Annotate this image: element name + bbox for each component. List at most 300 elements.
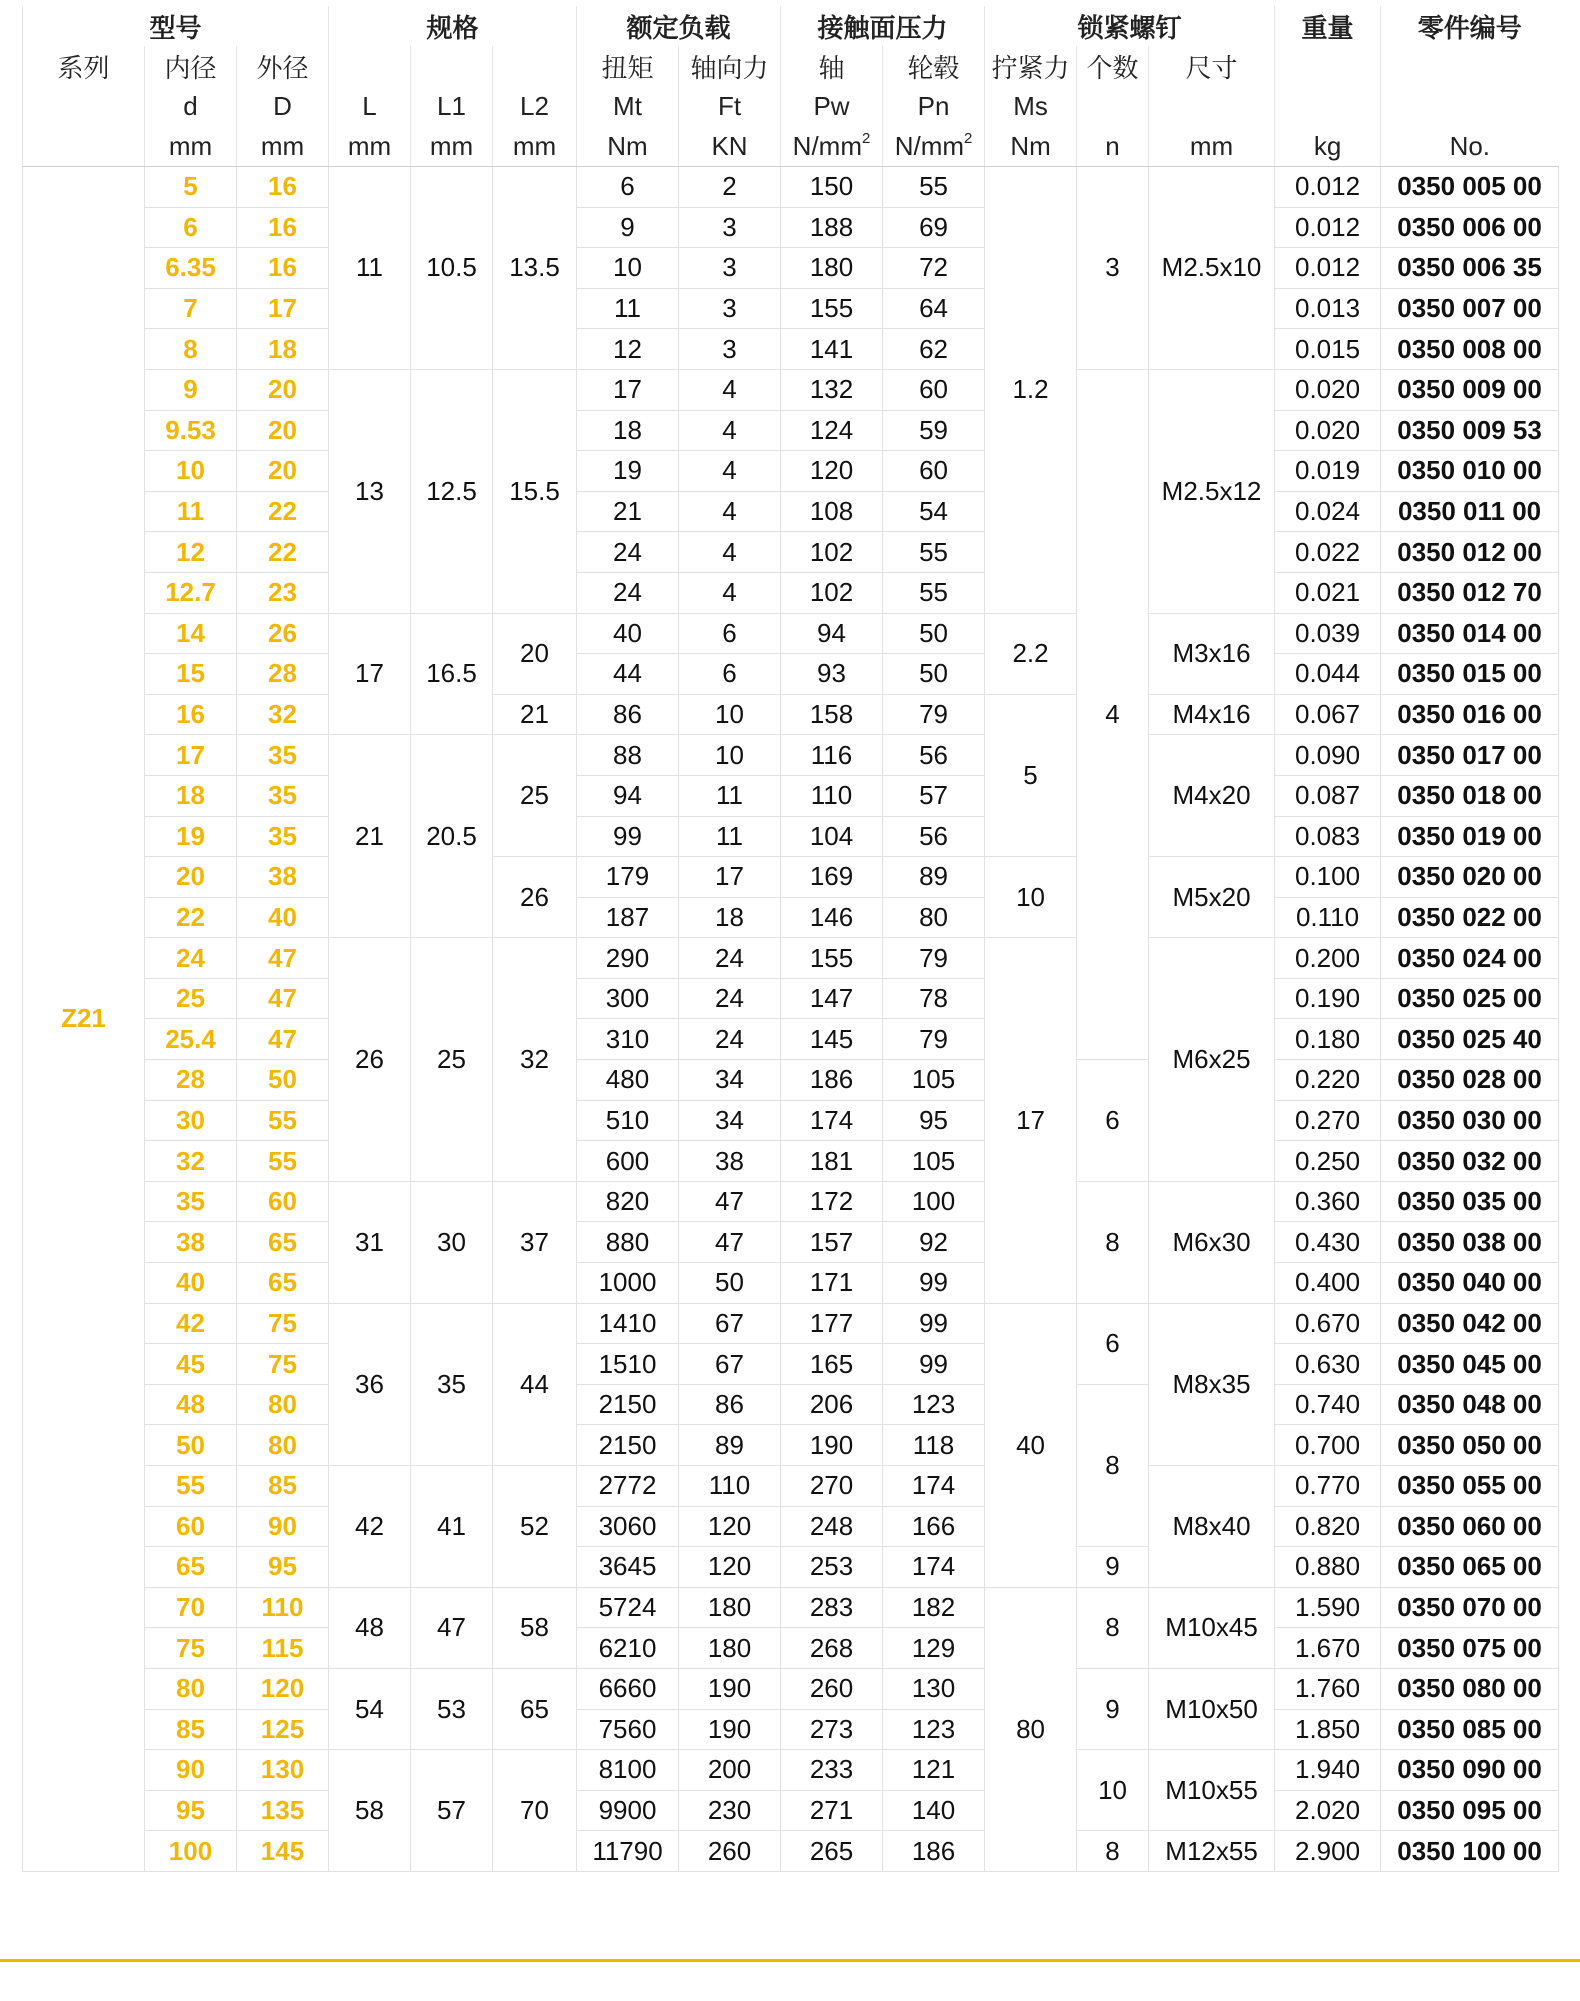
shaft-pressure-cell: 181 xyxy=(781,1141,883,1182)
torque-cell: 9 xyxy=(577,207,679,248)
weight-cell: 0.012 xyxy=(1275,248,1381,289)
axial-force-cell: 18 xyxy=(679,897,781,938)
inner-diameter-cell: 100 xyxy=(145,1831,237,1872)
outer-diameter-cell: 38 xyxy=(237,857,329,898)
part-number-cell: 0350 055 00 xyxy=(1381,1466,1559,1507)
group-screw: 锁紧螺钉 xyxy=(985,6,1275,46)
weight-cell: 0.190 xyxy=(1275,978,1381,1019)
shaft-pressure-cell: 102 xyxy=(781,532,883,573)
axial-force-cell: 4 xyxy=(679,369,781,410)
hub-pressure-cell: 50 xyxy=(883,654,985,695)
hub-pressure-cell: 95 xyxy=(883,1100,985,1141)
part-number-cell: 0350 012 70 xyxy=(1381,572,1559,613)
inner-diameter-cell: 9.53 xyxy=(145,410,237,451)
label-count: 个数 xyxy=(1077,46,1149,86)
shaft-pressure-cell: 146 xyxy=(781,897,883,938)
hub-pressure-cell: 56 xyxy=(883,735,985,776)
table-row xyxy=(23,978,1559,1019)
outer-diameter-cell: 17 xyxy=(237,288,329,329)
hub-pressure-cell: 123 xyxy=(883,1709,985,1750)
inner-diameter-cell: 45 xyxy=(145,1344,237,1385)
weight-cell: 0.100 xyxy=(1275,857,1381,898)
outer-diameter-cell: 22 xyxy=(237,532,329,573)
weight-cell: 0.430 xyxy=(1275,1222,1381,1263)
part-number-cell: 0350 048 00 xyxy=(1381,1384,1559,1425)
length-L2-cell: 26 xyxy=(493,857,577,938)
hub-pressure-cell: 166 xyxy=(883,1506,985,1547)
inner-diameter-cell: 18 xyxy=(145,775,237,816)
outer-diameter-cell: 60 xyxy=(237,1181,329,1222)
weight-cell: 1.670 xyxy=(1275,1628,1381,1669)
axial-force-cell: 67 xyxy=(679,1344,781,1385)
group-pressure: 接触面压力 xyxy=(781,6,985,46)
hub-pressure-cell: 130 xyxy=(883,1668,985,1709)
table-row xyxy=(23,451,1559,492)
part-number-cell: 0350 085 00 xyxy=(1381,1709,1559,1750)
weight-cell: 0.020 xyxy=(1275,410,1381,451)
torque-cell: 12 xyxy=(577,329,679,370)
length-L2-cell: 20 xyxy=(493,613,577,694)
axial-force-cell: 3 xyxy=(679,207,781,248)
screw-count-cell: 3 xyxy=(1077,167,1149,370)
part-number-cell: 0350 010 00 xyxy=(1381,451,1559,492)
axial-force-cell: 34 xyxy=(679,1060,781,1101)
axial-force-cell: 6 xyxy=(679,654,781,695)
length-L-cell: 11 xyxy=(329,167,411,370)
torque-cell: 1410 xyxy=(577,1303,679,1344)
outer-diameter-cell: 47 xyxy=(237,978,329,1019)
inner-diameter-cell: 75 xyxy=(145,1628,237,1669)
tightening-torque-cell: 10 xyxy=(985,857,1077,938)
symbol-Ft: Ft xyxy=(679,86,781,126)
torque-cell: 880 xyxy=(577,1222,679,1263)
inner-diameter-cell: 32 xyxy=(145,1141,237,1182)
shaft-pressure-cell: 93 xyxy=(781,654,883,695)
hub-pressure-cell: 69 xyxy=(883,207,985,248)
shaft-pressure-cell: 270 xyxy=(781,1466,883,1507)
length-L1-cell: 57 xyxy=(411,1750,493,1872)
weight-cell: 1.590 xyxy=(1275,1587,1381,1628)
hub-pressure-cell: 59 xyxy=(883,410,985,451)
part-number-cell: 0350 060 00 xyxy=(1381,1506,1559,1547)
hub-pressure-cell: 105 xyxy=(883,1141,985,1182)
axial-force-cell: 38 xyxy=(679,1141,781,1182)
axial-force-cell: 4 xyxy=(679,572,781,613)
part-number-cell: 0350 025 40 xyxy=(1381,1019,1559,1060)
table-row xyxy=(23,613,1559,654)
shaft-pressure-cell: 260 xyxy=(781,1668,883,1709)
part-number-cell: 0350 030 00 xyxy=(1381,1100,1559,1141)
length-L-cell: 58 xyxy=(329,1750,411,1872)
shaft-pressure-cell: 110 xyxy=(781,775,883,816)
part-number-cell: 0350 035 00 xyxy=(1381,1181,1559,1222)
screw-count-cell: 8 xyxy=(1077,1587,1149,1668)
outer-diameter-cell: 35 xyxy=(237,775,329,816)
part-number-cell: 0350 032 00 xyxy=(1381,1141,1559,1182)
unit-Mt: Nm xyxy=(577,126,679,167)
shaft-pressure-cell: 188 xyxy=(781,207,883,248)
table-row xyxy=(23,816,1559,857)
outer-diameter-cell: 28 xyxy=(237,654,329,695)
torque-cell: 19 xyxy=(577,451,679,492)
outer-diameter-cell: 35 xyxy=(237,816,329,857)
unit-L1: mm xyxy=(411,126,493,167)
part-number-cell: 0350 090 00 xyxy=(1381,1750,1559,1791)
weight-cell: 0.110 xyxy=(1275,897,1381,938)
table-row xyxy=(23,1384,1559,1425)
weight-cell: 0.019 xyxy=(1275,451,1381,492)
torque-cell: 2150 xyxy=(577,1425,679,1466)
outer-diameter-cell: 80 xyxy=(237,1384,329,1425)
screw-count-cell: 9 xyxy=(1077,1668,1149,1749)
torque-cell: 24 xyxy=(577,532,679,573)
torque-cell: 6 xyxy=(577,167,679,208)
inner-diameter-cell: 95 xyxy=(145,1790,237,1831)
torque-cell: 6210 xyxy=(577,1628,679,1669)
table-row xyxy=(23,735,1559,776)
torque-cell: 44 xyxy=(577,654,679,695)
inner-diameter-cell: 90 xyxy=(145,1750,237,1791)
unit-Pn xyxy=(883,126,985,167)
length-L2-cell: 15.5 xyxy=(493,369,577,613)
shaft-pressure-cell: 268 xyxy=(781,1628,883,1669)
label-hub: 轮毂 xyxy=(883,46,985,86)
table-row xyxy=(23,1466,1559,1507)
inner-diameter-cell: 15 xyxy=(145,654,237,695)
weight-cell: 0.012 xyxy=(1275,167,1381,208)
part-number-cell: 0350 007 00 xyxy=(1381,288,1559,329)
weight-cell: 0.022 xyxy=(1275,532,1381,573)
weight-cell: 1.760 xyxy=(1275,1668,1381,1709)
table-row xyxy=(23,775,1559,816)
screw-count-cell: 8 xyxy=(1077,1181,1149,1303)
weight-cell: 0.270 xyxy=(1275,1100,1381,1141)
label-series: 系列 xyxy=(23,46,145,86)
weight-cell: 0.013 xyxy=(1275,288,1381,329)
outer-diameter-cell: 125 xyxy=(237,1709,329,1750)
axial-force-cell: 17 xyxy=(679,857,781,898)
outer-diameter-cell: 40 xyxy=(237,897,329,938)
hub-pressure-cell: 118 xyxy=(883,1425,985,1466)
inner-diameter-cell: 48 xyxy=(145,1384,237,1425)
length-L-cell: 48 xyxy=(329,1587,411,1668)
part-number-cell: 0350 095 00 xyxy=(1381,1790,1559,1831)
symbol-Pn: Pn xyxy=(883,86,985,126)
part-number-cell: 0350 019 00 xyxy=(1381,816,1559,857)
axial-force-cell: 180 xyxy=(679,1628,781,1669)
shaft-pressure-cell: 265 xyxy=(781,1831,883,1872)
tightening-torque-cell: 5 xyxy=(985,694,1077,856)
inner-diameter-cell: 42 xyxy=(145,1303,237,1344)
outer-diameter-cell: 130 xyxy=(237,1750,329,1791)
weight-cell: 0.360 xyxy=(1275,1181,1381,1222)
table-row xyxy=(23,1506,1559,1547)
hub-pressure-cell: 174 xyxy=(883,1466,985,1507)
hub-pressure-cell: 50 xyxy=(883,613,985,654)
shaft-pressure-cell: 150 xyxy=(781,167,883,208)
inner-diameter-cell: 55 xyxy=(145,1466,237,1507)
shaft-pressure-cell: 94 xyxy=(781,613,883,654)
shaft-pressure-cell: 145 xyxy=(781,1019,883,1060)
length-L1-cell: 30 xyxy=(411,1181,493,1303)
hub-pressure-cell: 186 xyxy=(883,1831,985,1872)
torque-cell: 1000 xyxy=(577,1263,679,1304)
outer-diameter-cell: 120 xyxy=(237,1668,329,1709)
weight-cell: 0.400 xyxy=(1275,1263,1381,1304)
torque-cell: 2772 xyxy=(577,1466,679,1507)
screw-size-cell: M3x16 xyxy=(1149,613,1275,694)
length-L2-cell: 58 xyxy=(493,1587,577,1668)
weight-cell: 0.024 xyxy=(1275,491,1381,532)
screw-size-cell: M10x55 xyxy=(1149,1750,1275,1831)
symbol-L1: L1 xyxy=(411,86,493,126)
shaft-pressure-cell: 206 xyxy=(781,1384,883,1425)
length-L-cell: 17 xyxy=(329,613,411,735)
part-number-cell: 0350 012 00 xyxy=(1381,532,1559,573)
inner-diameter-cell: 10 xyxy=(145,451,237,492)
axial-force-cell: 190 xyxy=(679,1709,781,1750)
shaft-pressure-cell: 158 xyxy=(781,694,883,735)
axial-force-cell: 4 xyxy=(679,410,781,451)
table-row xyxy=(23,1668,1559,1709)
part-number-cell: 0350 020 00 xyxy=(1381,857,1559,898)
outer-diameter-cell: 47 xyxy=(237,1019,329,1060)
torque-cell: 600 xyxy=(577,1141,679,1182)
torque-cell: 40 xyxy=(577,613,679,654)
outer-diameter-cell: 32 xyxy=(237,694,329,735)
unit-Pw-exp: 2 xyxy=(862,129,871,147)
part-number-cell: 0350 040 00 xyxy=(1381,1263,1559,1304)
hub-pressure-cell: 79 xyxy=(883,694,985,735)
shaft-pressure-cell: 283 xyxy=(781,1587,883,1628)
group-weight: 重量 xyxy=(1275,6,1381,46)
hub-pressure-cell: 140 xyxy=(883,1790,985,1831)
table-body xyxy=(23,167,1559,1872)
screw-size-cell: M6x30 xyxy=(1149,1181,1275,1303)
screw-size-cell: M4x16 xyxy=(1149,694,1275,735)
table-row xyxy=(23,248,1559,289)
shaft-pressure-cell: 233 xyxy=(781,1750,883,1791)
inner-diameter-cell: 35 xyxy=(145,1181,237,1222)
weight-cell: 0.020 xyxy=(1275,369,1381,410)
table-row xyxy=(23,1100,1559,1141)
unit-Pw-text: N/mm xyxy=(792,130,862,161)
hub-pressure-cell: 56 xyxy=(883,816,985,857)
shaft-pressure-cell: 177 xyxy=(781,1303,883,1344)
inner-diameter-cell: 40 xyxy=(145,1263,237,1304)
weight-cell: 1.850 xyxy=(1275,1709,1381,1750)
hub-pressure-cell: 60 xyxy=(883,369,985,410)
hub-pressure-cell: 78 xyxy=(883,978,985,1019)
shaft-pressure-cell: 124 xyxy=(781,410,883,451)
inner-diameter-cell: 9 xyxy=(145,369,237,410)
axial-force-cell: 190 xyxy=(679,1668,781,1709)
part-number-cell: 0350 009 53 xyxy=(1381,410,1559,451)
length-L1-cell: 53 xyxy=(411,1668,493,1749)
torque-cell: 6660 xyxy=(577,1668,679,1709)
weight-cell: 0.012 xyxy=(1275,207,1381,248)
torque-cell: 21 xyxy=(577,491,679,532)
shaft-pressure-cell: 120 xyxy=(781,451,883,492)
torque-cell: 17 xyxy=(577,369,679,410)
table-row xyxy=(23,654,1559,695)
screw-count-cell: 6 xyxy=(1077,1060,1149,1182)
torque-cell: 2150 xyxy=(577,1384,679,1425)
hub-pressure-cell: 99 xyxy=(883,1303,985,1344)
table-row xyxy=(23,1587,1559,1628)
axial-force-cell: 4 xyxy=(679,451,781,492)
table-row xyxy=(23,410,1559,451)
torque-cell: 9900 xyxy=(577,1790,679,1831)
hub-pressure-cell: 105 xyxy=(883,1060,985,1101)
torque-cell: 187 xyxy=(577,897,679,938)
screw-count-cell: 9 xyxy=(1077,1547,1149,1588)
table-row xyxy=(23,329,1559,370)
shaft-pressure-cell: 253 xyxy=(781,1547,883,1588)
tightening-torque-cell: 1.2 xyxy=(985,167,1077,614)
outer-diameter-cell: 20 xyxy=(237,369,329,410)
screw-size-cell: M8x40 xyxy=(1149,1466,1275,1588)
unit-Pn-exp: 2 xyxy=(964,129,973,147)
screw-size-cell: M6x25 xyxy=(1149,938,1275,1182)
part-number-cell: 0350 017 00 xyxy=(1381,735,1559,776)
hub-pressure-cell: 129 xyxy=(883,1628,985,1669)
torque-cell: 11790 xyxy=(577,1831,679,1872)
table-row xyxy=(23,288,1559,329)
inner-diameter-cell: 25.4 xyxy=(145,1019,237,1060)
torque-cell: 510 xyxy=(577,1100,679,1141)
part-number-cell: 0350 080 00 xyxy=(1381,1668,1559,1709)
outer-diameter-cell: 55 xyxy=(237,1100,329,1141)
torque-cell: 7560 xyxy=(577,1709,679,1750)
weight-cell: 0.880 xyxy=(1275,1547,1381,1588)
hub-pressure-cell: 55 xyxy=(883,532,985,573)
unit-d: mm xyxy=(145,126,237,167)
axial-force-cell: 110 xyxy=(679,1466,781,1507)
length-L-cell: 13 xyxy=(329,369,411,613)
inner-diameter-cell: 38 xyxy=(145,1222,237,1263)
length-L1-cell: 25 xyxy=(411,938,493,1182)
shaft-pressure-cell: 155 xyxy=(781,938,883,979)
unit-size: mm xyxy=(1149,126,1275,167)
shaft-pressure-cell: 190 xyxy=(781,1425,883,1466)
axial-force-cell: 2 xyxy=(679,167,781,208)
part-number-cell: 0350 070 00 xyxy=(1381,1587,1559,1628)
part-number-cell: 0350 028 00 xyxy=(1381,1060,1559,1101)
inner-diameter-cell: 60 xyxy=(145,1506,237,1547)
length-L2-cell: 21 xyxy=(493,694,577,735)
shaft-pressure-cell: 104 xyxy=(781,816,883,857)
length-L-cell: 36 xyxy=(329,1303,411,1465)
table-header xyxy=(23,6,1559,167)
table-row xyxy=(23,1181,1559,1222)
length-L2-cell: 65 xyxy=(493,1668,577,1749)
label-shaft: 轴 xyxy=(781,46,883,86)
spec-table xyxy=(22,6,1559,1872)
outer-diameter-cell: 26 xyxy=(237,613,329,654)
table-row xyxy=(23,1303,1559,1344)
outer-diameter-cell: 35 xyxy=(237,735,329,776)
shaft-pressure-cell: 116 xyxy=(781,735,883,776)
inner-diameter-cell: 6 xyxy=(145,207,237,248)
torque-cell: 24 xyxy=(577,572,679,613)
weight-cell: 0.670 xyxy=(1275,1303,1381,1344)
length-L2-cell: 52 xyxy=(493,1466,577,1588)
hub-pressure-cell: 55 xyxy=(883,167,985,208)
weight-cell: 1.940 xyxy=(1275,1750,1381,1791)
part-number-cell: 0350 038 00 xyxy=(1381,1222,1559,1263)
axial-force-cell: 89 xyxy=(679,1425,781,1466)
table-row xyxy=(23,1628,1559,1669)
outer-diameter-cell: 110 xyxy=(237,1587,329,1628)
outer-diameter-cell: 90 xyxy=(237,1506,329,1547)
screw-size-cell: M2.5x10 xyxy=(1149,167,1275,370)
part-number-cell: 0350 075 00 xyxy=(1381,1628,1559,1669)
weight-cell: 0.740 xyxy=(1275,1384,1381,1425)
table-row xyxy=(23,857,1559,898)
axial-force-cell: 200 xyxy=(679,1750,781,1791)
label-tighten: 拧紧力 xyxy=(985,46,1077,86)
weight-cell: 0.820 xyxy=(1275,1506,1381,1547)
table-row xyxy=(23,491,1559,532)
table-row xyxy=(23,1831,1559,1872)
hub-pressure-cell: 174 xyxy=(883,1547,985,1588)
weight-cell: 2.900 xyxy=(1275,1831,1381,1872)
length-L1-cell: 47 xyxy=(411,1587,493,1668)
torque-cell: 86 xyxy=(577,694,679,735)
screw-size-cell: M10x50 xyxy=(1149,1668,1275,1749)
unit-Ms: Nm xyxy=(985,126,1077,167)
outer-diameter-cell: 23 xyxy=(237,572,329,613)
part-number-cell: 0350 006 35 xyxy=(1381,248,1559,289)
weight-cell: 0.180 xyxy=(1275,1019,1381,1060)
inner-diameter-cell: 11 xyxy=(145,491,237,532)
inner-diameter-cell: 65 xyxy=(145,1547,237,1588)
symbol-D: D xyxy=(237,86,329,126)
torque-cell: 3645 xyxy=(577,1547,679,1588)
outer-diameter-cell: 145 xyxy=(237,1831,329,1872)
weight-cell: 0.200 xyxy=(1275,938,1381,979)
unit-no: No. xyxy=(1381,126,1559,167)
axial-force-cell: 24 xyxy=(679,1019,781,1060)
inner-diameter-cell: 16 xyxy=(145,694,237,735)
screw-count-cell: 10 xyxy=(1077,1750,1149,1831)
axial-force-cell: 47 xyxy=(679,1222,781,1263)
length-L-cell: 26 xyxy=(329,938,411,1182)
hub-pressure-cell: 99 xyxy=(883,1344,985,1385)
symbol-L: L xyxy=(329,86,411,126)
length-L1-cell: 20.5 xyxy=(411,735,493,938)
weight-cell: 0.015 xyxy=(1275,329,1381,370)
label-inner: 内径 xyxy=(145,46,237,86)
shaft-pressure-cell: 147 xyxy=(781,978,883,1019)
bottom-divider xyxy=(0,1959,1580,1962)
torque-cell: 88 xyxy=(577,735,679,776)
inner-diameter-cell: 12 xyxy=(145,532,237,573)
hub-pressure-cell: 79 xyxy=(883,1019,985,1060)
shaft-pressure-cell: 102 xyxy=(781,572,883,613)
series-cell: Z21 xyxy=(23,167,145,1872)
inner-diameter-cell: 28 xyxy=(145,1060,237,1101)
hub-pressure-cell: 80 xyxy=(883,897,985,938)
weight-cell: 0.083 xyxy=(1275,816,1381,857)
label-torque: 扭矩 xyxy=(577,46,679,86)
outer-diameter-cell: 115 xyxy=(237,1628,329,1669)
length-L1-cell: 41 xyxy=(411,1466,493,1588)
inner-diameter-cell: 20 xyxy=(145,857,237,898)
unit-Ft: KN xyxy=(679,126,781,167)
shaft-pressure-cell: 157 xyxy=(781,1222,883,1263)
